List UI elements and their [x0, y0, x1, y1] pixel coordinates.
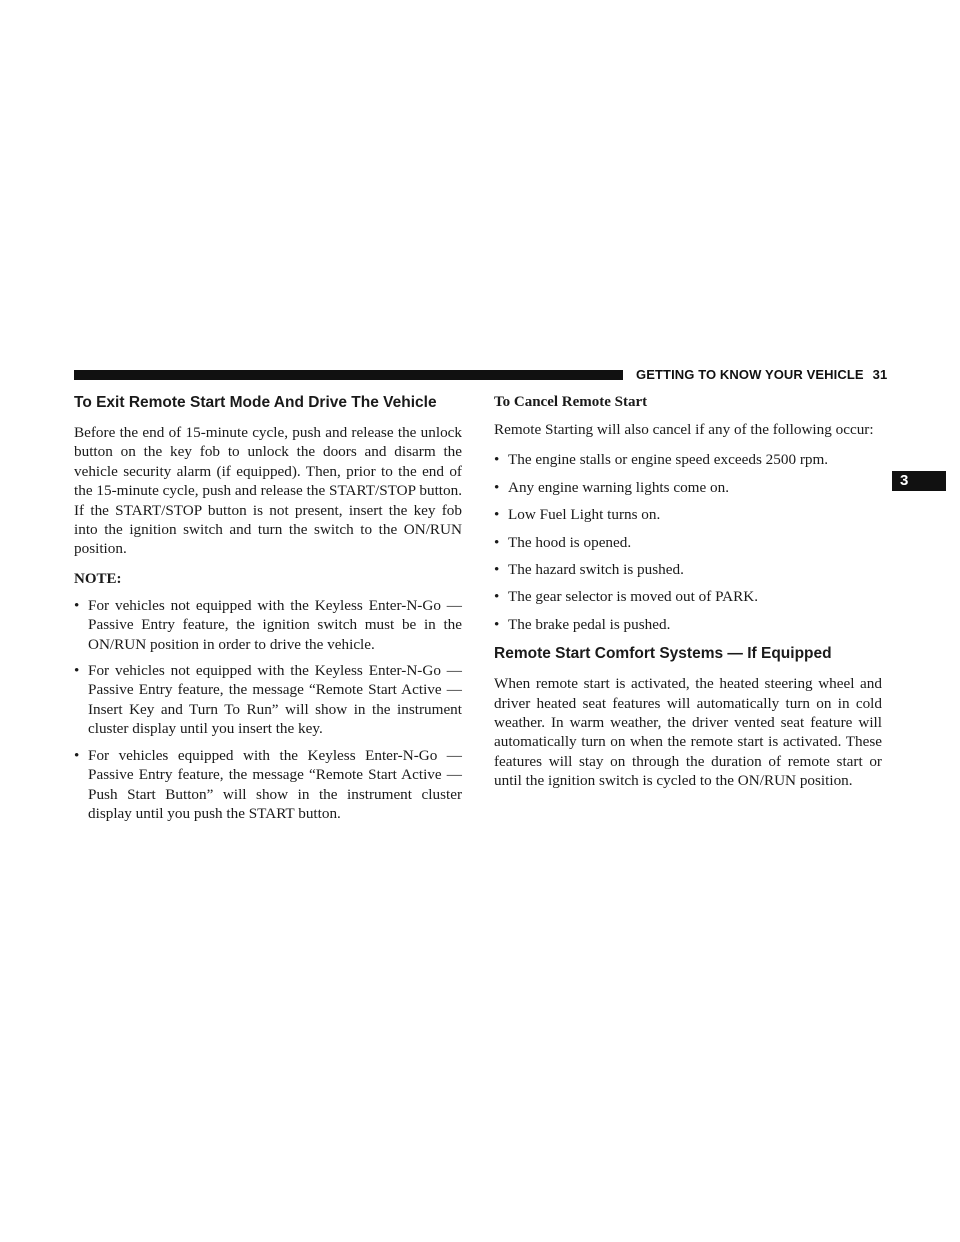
chapter-tab: 3 — [892, 471, 946, 491]
list-item: • The engine stalls or engine speed exceeds 2500 rpm. — [494, 451, 829, 469]
list-item: • For vehicles equipped with the Keyless Enter-N-Go — Passive Entry feature, the message “Remote Start Active — Push Start Button” will show in the instrument cluster display until you push the START button. — [74, 746, 462, 822]
exit-remote-start-paragraph: Before the end of 15-minute cycle, push and release the unlock button on the key fob to unlock the doors and disarm the vehicle security alarm (if equipped). Then, prior to the end of the 15-minute cycle, push and release the START/STOP button. If the START/STOP button is not present, insert the key fob into the ignition switch and turn the switch to the ON/RUN position. — [74, 424, 462, 558]
header-rule — [74, 370, 623, 380]
comfort-systems-paragraph: When remote start is activated, the heated steering wheel and driver heated seat features will automatically turn on in cold weather. In warm weather, the driver vented seat feature will automatically turn on when the remote start is activated. These features will stay on through the duration of remote start or until the ignition switch is cycled to the ON/RUN position. — [494, 675, 882, 790]
bullet-icon: • — [74, 662, 80, 680]
bullet-icon: • — [494, 588, 500, 606]
bullet-icon: • — [494, 451, 500, 469]
note-list — [74, 596, 462, 823]
list-item: • Low Fuel Light turns on. — [494, 506, 661, 524]
list-item: • The hood is opened. — [494, 533, 632, 551]
list-item: • For vehicles not equipped with the Keyless Enter-N-Go — Passive Entry feature, the ignition switch must be in the ON/RUN position in order to drive the vehicle. — [74, 596, 462, 653]
bullet-icon: • — [74, 596, 80, 614]
page-number: 31 — [872, 367, 888, 382]
list-item: • The brake pedal is pushed. — [494, 615, 671, 633]
bullet-icon: • — [494, 506, 500, 524]
left-column — [74, 393, 462, 833]
list-item: • The gear selector is moved out of PARK. — [494, 588, 758, 606]
exit-remote-start-heading: To Exit Remote Start Mode And Drive The Vehicle — [74, 394, 437, 411]
list-item: • Any engine warning lights come on. — [494, 478, 730, 496]
cancel-intro: Remote Starting will also cancel if any of the following occur: — [494, 421, 874, 438]
comfort-systems-heading: Remote Start Comfort Systems — If Equipped — [494, 645, 832, 663]
bullet-icon: • — [74, 746, 80, 764]
right-column — [494, 393, 882, 802]
cancel-conditions-list — [494, 450, 882, 634]
section-title: GETTING TO KNOW YOUR VEHICLE — [636, 367, 864, 382]
bullet-icon: • — [494, 478, 500, 496]
bullet-icon: • — [494, 615, 500, 633]
note-label: NOTE: — [74, 570, 122, 587]
bullet-icon: • — [494, 561, 500, 579]
cancel-remote-start-subheading: To Cancel Remote Start — [494, 394, 648, 410]
list-item: • The hazard switch is pushed. — [494, 561, 684, 579]
bullet-icon: • — [494, 533, 500, 551]
list-item: • For vehicles not equipped with the Keyless Enter-N-Go — Passive Entry feature, the message “Remote Start Active — Insert Key and Turn To Run” will show in the instrument cluster display until you insert the key. — [74, 662, 462, 738]
running-header — [636, 367, 887, 382]
